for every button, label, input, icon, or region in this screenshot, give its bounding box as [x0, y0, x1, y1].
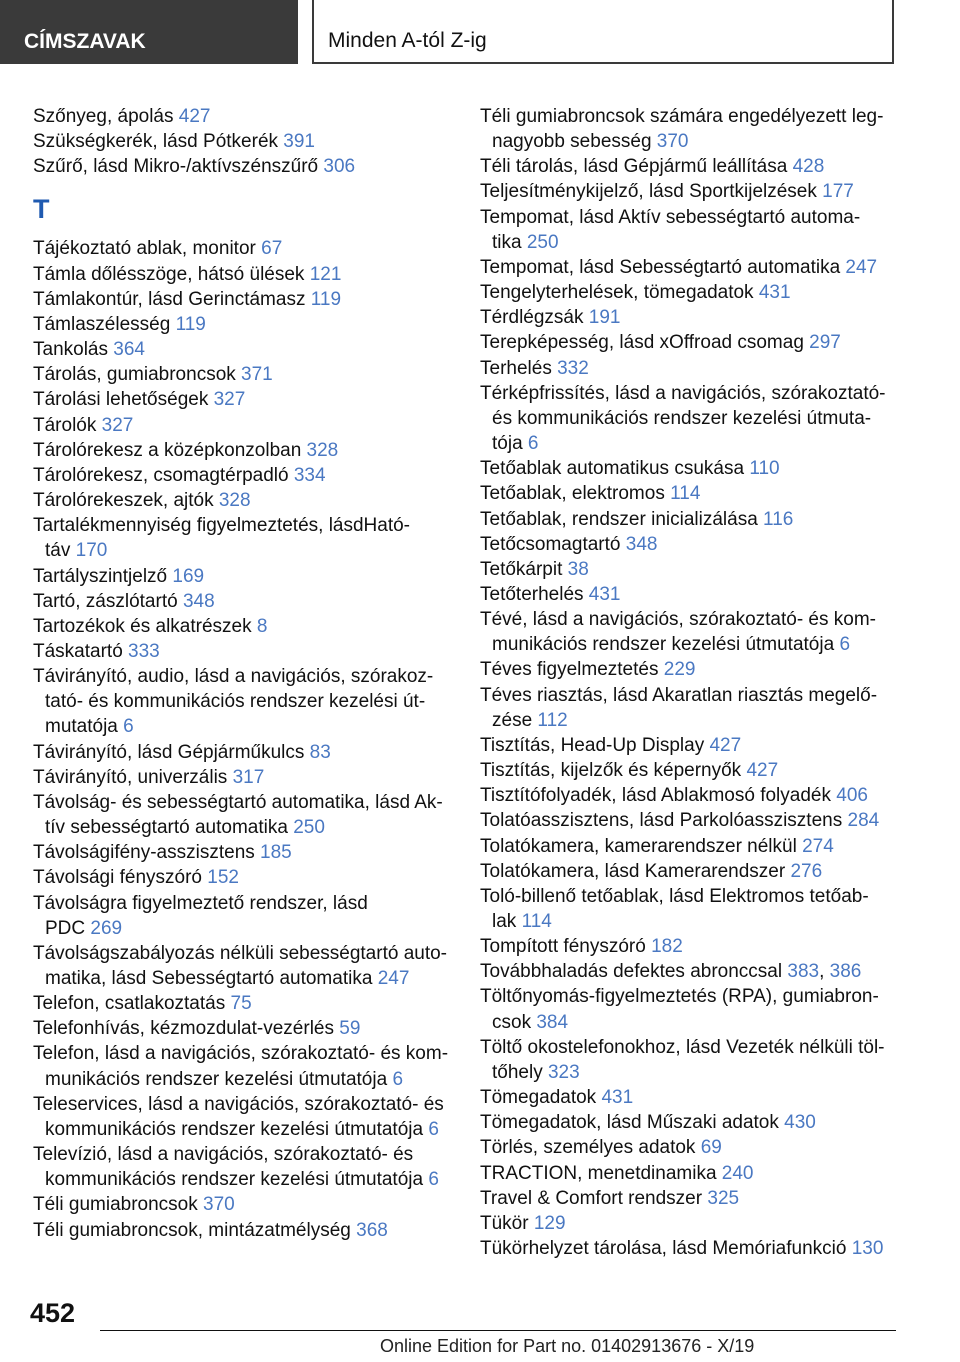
entry-text: Töltőnyomás-figyelmeztetés (RPA), gumiabron- [480, 986, 879, 1008]
entry-text: Tetőkárpit [480, 558, 568, 580]
entry-text: TRACTION, menetdinamika [480, 1162, 722, 1184]
page-link[interactable]: 59 [339, 1018, 361, 1040]
page-link[interactable]: 383 [787, 961, 820, 983]
page-link[interactable]: 323 [547, 1061, 580, 1083]
section-tab[interactable]: CÍMSZAVAK [0, 0, 298, 64]
index-entry [480, 758, 900, 783]
page-link[interactable]: 386 [829, 961, 862, 983]
index-entry [480, 783, 900, 808]
entry-text: Tárolók [33, 414, 102, 436]
entry-text: tőhely [492, 1061, 548, 1083]
entry-text: Támlakontúr, lásd Gerinctámasz [33, 288, 311, 310]
page-link[interactable]: 247 [377, 968, 410, 989]
index-entry [480, 532, 900, 557]
page-link[interactable]: 391 [283, 131, 315, 153]
entry-text: mutatója [45, 716, 124, 738]
entry-text: Tárolórekesz, csomagtérpadló [33, 464, 294, 486]
index-entry [480, 104, 900, 154]
footer-text: Online Edition for Part no. 01402913676 - X/19 [380, 1336, 755, 1356]
entry-text: tató- és kommunikációs rendszer kezelési út- [45, 691, 426, 713]
entry-text: Tömegadatok, lásd Műszaki adatok [480, 1112, 785, 1134]
entry-text: Telefon, csatlakoztatás [33, 993, 231, 1015]
index-entry [33, 262, 453, 287]
page-link[interactable]: 6 [839, 634, 851, 656]
page-link[interactable]: 169 [172, 565, 205, 587]
entry-text: Tartozékok és alkatrészek [33, 615, 257, 637]
entry-text: Teleservices, lásd a navigációs, szórakoztató- és [33, 1093, 444, 1115]
page-link[interactable]: 69 [700, 1137, 722, 1159]
header [0, 0, 960, 66]
index-entry [33, 362, 453, 387]
entry-text: Tolatókamera, lásd Kamerarendszer [480, 860, 791, 882]
entry-text: Téli gumiabroncsok, mintázatmélység [33, 1219, 357, 1241]
entry-text: kommunikációs rendszer kezelési útmutatója [45, 1169, 429, 1191]
entry-text: Tisztítás, Head-Up Display [480, 734, 710, 756]
page-link[interactable]: 431 [588, 583, 621, 605]
index-entry [33, 891, 453, 941]
entry-text: Továbbhaladás defektes abronccsal [480, 961, 788, 983]
page-link[interactable]: 368 [356, 1219, 388, 1241]
index-entry [33, 104, 453, 129]
index-entry [480, 507, 900, 532]
page-link[interactable]: 129 [533, 1212, 566, 1234]
index-entry [33, 790, 453, 840]
page-link[interactable]: 427 [178, 106, 211, 127]
index-entry [33, 463, 453, 488]
entry-text: lak [492, 911, 522, 932]
page-link[interactable]: 276 [790, 860, 823, 882]
entry-text: Travel & Comfort rendszer [480, 1187, 708, 1209]
page-link[interactable]: 431 [758, 282, 791, 304]
title-tab[interactable]: Minden A-tól Z-ig [312, 0, 894, 64]
index-entry [33, 865, 453, 890]
entry-text: Szőnyeg, ápolás [33, 106, 179, 127]
page-link[interactable]: 428 [792, 156, 825, 178]
index-entry [480, 280, 900, 305]
entry-text: tika [492, 231, 527, 253]
entry-group-pre [33, 104, 453, 179]
page-link[interactable]: 83 [309, 741, 331, 763]
entry-text: csok [492, 1011, 537, 1033]
page-link[interactable]: 130 [851, 1238, 884, 1260]
entry-text: Tükör [480, 1212, 534, 1234]
page-link[interactable]: 325 [707, 1187, 740, 1209]
entry-text: Tompított fényszóró [480, 936, 652, 958]
entry-text: Tolatókamera, kamerarendszer nélkül [480, 835, 803, 857]
entry-text: Szükségkerék, lásd Pótkerék [33, 131, 284, 153]
index-entry [480, 657, 900, 682]
entry-text: Téves figyelmeztetés [480, 659, 664, 681]
page-link[interactable]: 427 [746, 760, 779, 782]
index-column-right [480, 104, 900, 1261]
entry-text: Teljesítménykijelző, lásd Sportkijelzések [480, 181, 823, 203]
index-entry [480, 884, 900, 934]
page-link[interactable]: 152 [207, 867, 239, 889]
entry-text: matika, lásd Sebességtartó automatika [45, 968, 378, 989]
index-entry [480, 607, 900, 657]
index-entry [33, 1142, 453, 1192]
entry-text: Tetőablak, rendszer inicializálása [480, 508, 764, 530]
entry-text: Telefon, lásd a navigációs, szórakoztató- és kom- [33, 1043, 449, 1065]
entry-text: zése [492, 709, 538, 731]
index-entry [33, 312, 453, 337]
page-link[interactable]: 348 [182, 590, 215, 612]
index-entry [33, 765, 453, 790]
page-link[interactable]: 274 [802, 835, 834, 857]
index-entry [33, 840, 453, 865]
page-link[interactable]: 333 [128, 640, 160, 662]
entry-text: Tengelyterhelések, tömegadatok [480, 282, 759, 304]
index-entry [33, 337, 453, 362]
entry-text: táv [45, 540, 76, 562]
index-entry [33, 488, 453, 513]
entry-text: Téves riasztás, lásd Akaratlan riasztás megelő- [480, 684, 878, 706]
entry-text: Törlés, személyes adatok [480, 1137, 701, 1159]
index-entry [480, 984, 900, 1034]
entry-text: Tartalékmennyiség figyelmeztetés, lásdHató- [33, 515, 411, 537]
index-entry [480, 1211, 900, 1236]
entry-text: Tisztítás, kijelzők és képernyők [480, 760, 747, 782]
entry-text: Tempomat, lásd Sebességtartó automatika [480, 256, 846, 278]
index-entry [480, 1236, 900, 1261]
entry-text: Távirányító, audio, lásd a navigációs, szórakoz- [33, 666, 434, 688]
entry-text: Távirányító, lásd Gépjárműkulcs [33, 741, 310, 763]
index-entry [33, 1016, 453, 1041]
page-link[interactable]: 370 [656, 131, 689, 153]
page-link[interactable]: 6 [527, 433, 539, 455]
index-entry [480, 1161, 900, 1186]
entry-text: Távolságra figyelmeztető rendszer, lásd [33, 892, 368, 914]
index-entry [480, 733, 900, 758]
page-link[interactable]: 332 [557, 357, 589, 379]
index-entry [480, 934, 900, 959]
index-entry [480, 481, 900, 506]
index-entry [480, 1186, 900, 1211]
entry-text: tója [492, 433, 528, 455]
page-link[interactable]: 67 [261, 238, 283, 260]
page-link[interactable]: 328 [218, 490, 251, 512]
index-entry [480, 154, 900, 179]
page-link[interactable]: 6 [392, 1068, 404, 1090]
page-link[interactable]: 371 [241, 364, 273, 386]
entry-text: Telefonhívás, kézmozdulat-vezérlés [33, 1018, 340, 1040]
page-link[interactable]: 328 [306, 439, 339, 461]
entry-text: Táskatartó [33, 640, 129, 662]
page-link[interactable]: 119 [175, 313, 206, 335]
index-entry [480, 834, 900, 859]
index-entry [33, 387, 453, 412]
index-entry [480, 683, 900, 733]
entry-text: Toló-billenő tetőablak, lásd Elektromos tetőab- [480, 885, 869, 907]
page-link[interactable]: 384 [536, 1011, 569, 1033]
index-entry: Továbbhaladás defektes abronccsal 383, 386 [480, 961, 862, 983]
page-link[interactable]: 430 [784, 1112, 816, 1134]
page-link[interactable]: 6 [428, 1169, 439, 1191]
entry-text: Töltő okostelefonokhoz, lásd Vezeték nélküli töl- [480, 1036, 885, 1058]
entry-group-right [480, 104, 900, 1261]
page-link[interactable]: 116 [763, 508, 794, 530]
page-link[interactable]: 364 [113, 339, 145, 361]
page-link[interactable]: 121 [309, 263, 342, 285]
entry-text: Támlaszélesség [33, 313, 176, 335]
index-entry [33, 664, 453, 739]
entry-text: Szűrő, lásd Mikro-/aktívszénszűrő [33, 156, 324, 178]
entry-text: Tisztítófolyadék, lásd Ablakmosó folyadék [480, 785, 837, 807]
entry-text: és kommunikációs rendszer kezelési útmuta- [492, 407, 872, 429]
index-entry [480, 859, 900, 884]
page-link[interactable]: 284 [847, 810, 880, 832]
page-link[interactable]: 177 [822, 181, 854, 203]
page-link[interactable]: 8 [256, 615, 268, 637]
entry-text: Tárolórekesz a középkonzolban [33, 439, 307, 461]
page-link[interactable]: 431 [601, 1087, 634, 1109]
page-link[interactable]: 250 [526, 231, 559, 253]
index-entry [33, 941, 453, 991]
index-entry [33, 413, 453, 438]
entry-text: Távolságifény-asszisztens [33, 842, 261, 864]
page-link[interactable]: 114 [521, 911, 552, 932]
index-entry [480, 1135, 900, 1160]
page-link[interactable]: 114 [670, 483, 701, 505]
entry-text: Távolsági fényszóró [33, 867, 208, 889]
page-link[interactable]: 38 [567, 558, 589, 580]
entry-text: Távolság- és sebességtartó automatika, lásd Ak- [33, 791, 443, 813]
entry-text: Tárolás, gumiabroncsok [33, 364, 242, 386]
index-entry [480, 255, 900, 280]
page-link[interactable]: 348 [625, 533, 658, 555]
index-entry [33, 1092, 453, 1142]
entry-text: tív sebességtartó automatika [45, 817, 294, 839]
entry-text: munikációs rendszer kezelési útmutatója [492, 634, 840, 656]
entry-text: Tankolás [33, 339, 114, 361]
entry-text: Terepképesség, lásd xOffroad csomag [480, 332, 810, 354]
page-link[interactable]: 406 [836, 785, 868, 807]
entry-text: munikációs rendszer kezelési útmutatója [45, 1068, 393, 1090]
entry-text: Tévé, lásd a navigációs, szórakoztató- és kom- [480, 609, 877, 631]
index-entry [33, 740, 453, 765]
page-link[interactable]: 297 [809, 332, 841, 354]
index-entry [33, 991, 453, 1016]
page-link[interactable]: 250 [293, 817, 325, 839]
footer-divider [100, 1330, 896, 1331]
entry-text: Tartályszintjelző [33, 565, 173, 587]
index-entry [480, 305, 900, 330]
index-entry [480, 808, 900, 833]
entry-text: Tárolórekeszek, ajtók [33, 490, 219, 512]
entry-text: Térdlégzsák [480, 307, 589, 329]
index-entry [480, 582, 900, 607]
entry-text: Tetőcsomagtartó [480, 533, 626, 555]
page-number: 452 [30, 1298, 76, 1328]
index-entry [33, 589, 453, 614]
page-link[interactable]: 229 [663, 659, 696, 681]
entry-text: Térképfrissítés, lásd a navigációs, szórakoztató- [480, 382, 886, 404]
page-link[interactable]: 269 [90, 917, 123, 939]
entry-text: PDC [45, 917, 91, 939]
index-entry [33, 1192, 453, 1217]
index-entry [480, 205, 900, 255]
index-entry [33, 639, 453, 664]
entry-text: Távolságszabályozás nélküli sebességtartó auto- [33, 942, 448, 964]
entry-text: Televízió, lásd a navigációs, szórakoztató- és [33, 1144, 414, 1166]
index-entry [480, 381, 900, 456]
page-link[interactable]: 119 [310, 288, 342, 310]
index-entry [33, 564, 453, 589]
page-link[interactable]: 75 [230, 993, 252, 1015]
entry-text: Tolatóasszisztens, lásd Parkolóasszisztens [480, 810, 848, 832]
index-entry [480, 1035, 900, 1085]
index-entry [480, 356, 900, 381]
index-entry [33, 438, 453, 463]
page-link[interactable]: 306 [323, 156, 356, 178]
entry-text: Tájékoztató ablak, monitor [33, 238, 262, 260]
entry-text: Tempomat, lásd Aktív sebességtartó automa- [480, 206, 861, 228]
index-entry [33, 236, 453, 261]
page-link[interactable]: 182 [651, 936, 683, 958]
page-link[interactable]: 247 [845, 256, 878, 278]
entry-text: Távirányító, univerzális [33, 766, 233, 788]
index-entry [33, 614, 453, 639]
page-link[interactable]: 334 [293, 464, 326, 486]
index-entry [480, 179, 900, 204]
entry-text: Téli gumiabroncsok [33, 1194, 204, 1216]
entry-text: Tetőterhelés [480, 583, 589, 605]
index-column-left [33, 104, 453, 1243]
index-entry [33, 1218, 453, 1243]
entry-text: Tetőablak, elektromos [480, 483, 671, 505]
page-link[interactable]: 370 [203, 1194, 235, 1216]
page-link[interactable]: 327 [213, 389, 246, 411]
page-link[interactable]: 6 [123, 716, 134, 738]
page-link[interactable]: 240 [721, 1162, 754, 1184]
page-link[interactable]: 327 [101, 414, 134, 436]
index-entry [480, 456, 900, 481]
page-link[interactable]: 170 [75, 540, 108, 562]
entry-text: Tetőablak automatikus csukása [480, 458, 750, 480]
index-entry [33, 154, 453, 179]
section-letter: T [33, 194, 50, 225]
index-entry [480, 1110, 900, 1135]
entry-text: Téli gumiabroncsok számára engedélyezett leg- [480, 106, 884, 127]
index-entry [33, 513, 453, 563]
entry-text: Tartó, zászlótartó [33, 590, 183, 612]
entry-text: Támla dőlésszöge, hátsó ülések [33, 263, 310, 285]
page-link[interactable]: 317 [232, 766, 265, 788]
entry-text: Tömegadatok [480, 1087, 602, 1109]
index-entry [480, 1085, 900, 1110]
index-entry [33, 129, 453, 154]
entry-text: Tárolási lehetőségek [33, 389, 214, 411]
entry-text: nagyobb sebesség [492, 131, 657, 153]
entry-group-post [33, 236, 453, 1242]
page-link[interactable]: 112 [537, 709, 568, 731]
page-link[interactable]: 185 [260, 842, 292, 864]
page-link[interactable]: 6 [428, 1118, 439, 1140]
entry-text: Terhelés [480, 357, 558, 379]
entry-text: Tükörhelyzet tárolása, lásd Memóriafunkció [480, 1238, 852, 1260]
index-entry [480, 330, 900, 355]
page-link[interactable]: 427 [709, 734, 742, 756]
index-entry [33, 287, 453, 312]
page-link[interactable]: 191 [588, 307, 621, 329]
page-link[interactable]: 110 [749, 458, 780, 480]
entry-text: Téli tárolás, lásd Gépjármű leállítása [480, 156, 793, 178]
entry-text: kommunikációs rendszer kezelési útmutatója [45, 1118, 429, 1140]
index-entry [480, 557, 900, 582]
index-entry [33, 1041, 453, 1091]
